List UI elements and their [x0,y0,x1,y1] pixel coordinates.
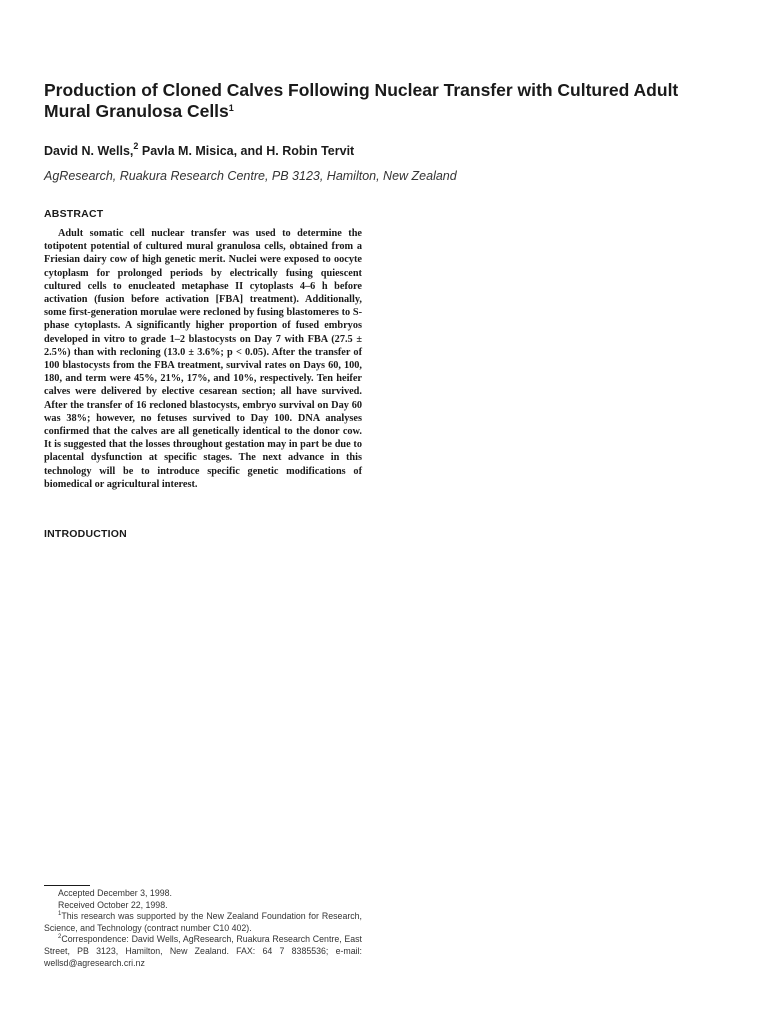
introduction-heading: INTRODUCTION [44,528,127,540]
abstract-body: Adult somatic cell nuclear transfer was used to determine the totipotent potential of cultured mural granulosa cells, obtained from a Friesian dairy cow of high genetic merit. Nuclei were exposed to oocyte cytoplasm for prolonged periods by electrically fusing quiescent cultured cells to enucleated metaphase II cytoplasts 4–6 h before activation (fusion before activation [FBA] treatment). Additionally, some first-generation morulae were recloned by fusing blastomeres to S-phase cytoplasts. A significantly higher proportion of fused embryos developed in vitro to grade 1–2 blastocysts on Day 7 with FBA (27.5 ± 2.5%) than with recloning (13.0 ± 3.6%; p < 0.05). After the transfer of 100 blastocysts from the FBA treatment, survival rates on Days 60, 100, 180, and term were 45%, 21%, 17%, and 10%, respectively. Ten heifer calves were delivered by elective cesarean section; all have survived. After the transfer of 16 recloned blastocysts, embryo survival on Day 60 was 38%; however, no fetuses survived to Day 100. DNA analyses confirmed that the calves are all genetically identical to the donor cow. It is suggested that the losses throughout gestation may in part be due to placental dysfunction at specific stages. The next advance in this technology will be to introduce specific genetic modifications of biomedical or agricultural interest. [44,228,362,490]
affiliation: AgResearch, Ruakura Research Centre, PB 3123, Hamilton, New Zealand [44,169,457,183]
funding-footnote-text: This research was supported by the New Zealand Foundation for Research, Science, and Technology (contract number C10 402). [44,911,362,933]
correspondence-footnote-text: Correspondence: David Wells, AgResearch, Ruakura Research Centre, East Street, PB 3123, Hamilton, New Zealand. FAX: 64 7 8385536; e-mail: wellsd@agresearch.cri.nz [44,934,362,968]
funding-footnote [44,911,362,934]
accepted-date: Accepted December 3, 1998. [58,888,172,898]
author-list [44,141,355,158]
title-footnote-mark: 1 [228,103,234,113]
author-name: Pavla M. Misica, and H. Robin Tervit [141,144,355,158]
abstract-heading: ABSTRACT [44,208,104,220]
footnotes [44,888,362,969]
footnote-mark: 1 [58,911,62,918]
footnote-divider [44,885,90,886]
paper-title [44,80,724,122]
received-date: Received October 22, 1998. [58,899,168,910]
author-footnote-mark: 2 [133,141,139,151]
footnote-mark: 2 [58,934,62,941]
paper-title-text: Production of Cloned Calves Following Nuclear Transfer with Cultured Adult Mural Granulosa Cells [44,80,679,121]
author-name: David N. Wells, [44,144,134,158]
correspondence-footnote [44,934,362,969]
